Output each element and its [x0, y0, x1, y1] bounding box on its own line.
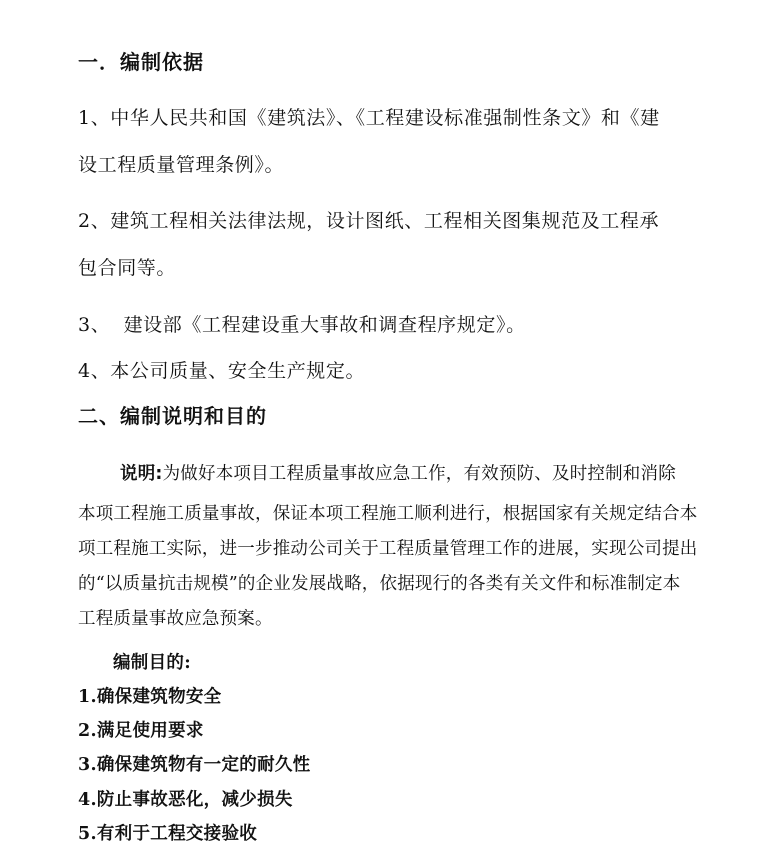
purpose-item-2: 2.满足使用要求: [78, 721, 204, 741]
basis-item-1-line-1: 1、中华人民共和国《建筑法》、《工程建设标准强制性条文》和《建: [78, 107, 660, 129]
description-line-5: 工程质量事故应急预案。: [78, 609, 273, 629]
basis-item-1-line-2: 设工程质量管理条例》。: [78, 154, 285, 176]
purpose-item-1: 1.确保建筑物安全: [78, 687, 222, 707]
description-label: 说明:: [120, 464, 163, 484]
purpose-item-5: 5.有利于工程交接验收: [78, 824, 258, 844]
section-1-heading: 一．编制依据: [78, 50, 204, 74]
purpose-item-3: 3.确保建筑物有一定的耐久性: [78, 755, 311, 775]
basis-item-4: 4、本公司质量、安全生产规定。: [78, 360, 366, 382]
basis-item-3: 3、 建设部《工程建设重大事故和调查程序规定》。: [78, 314, 526, 336]
description-line-4: 的“以质量抗击规模”的企业发展战略，依据现行的各类有关文件和标准制定本: [78, 574, 681, 594]
purpose-label: 编制目的:: [113, 653, 191, 673]
description-line-3: 项工程施工实际，进一步推动公司关于工程质量管理工作的进展，实现公司提出: [78, 539, 698, 559]
description-line-2: 本项工程施工质量事故，保证本项工程施工顺利进行，根据国家有关规定结合本: [78, 504, 698, 524]
purpose-item-4: 4.防止事故恶化，减少损失: [78, 790, 293, 810]
basis-item-2-line-2: 包合同等。: [78, 257, 177, 279]
description-line-1: [120, 462, 676, 486]
basis-item-2-line-1: 2、建筑工程相关法律法规，设计图纸、工程相关图集规范及工程承: [78, 210, 660, 232]
description-text-1: 为做好本项目工程质量事故应急工作，有效预防、及时控制和消除: [162, 464, 676, 484]
section-2-heading: 二、编制说明和目的: [78, 404, 267, 428]
